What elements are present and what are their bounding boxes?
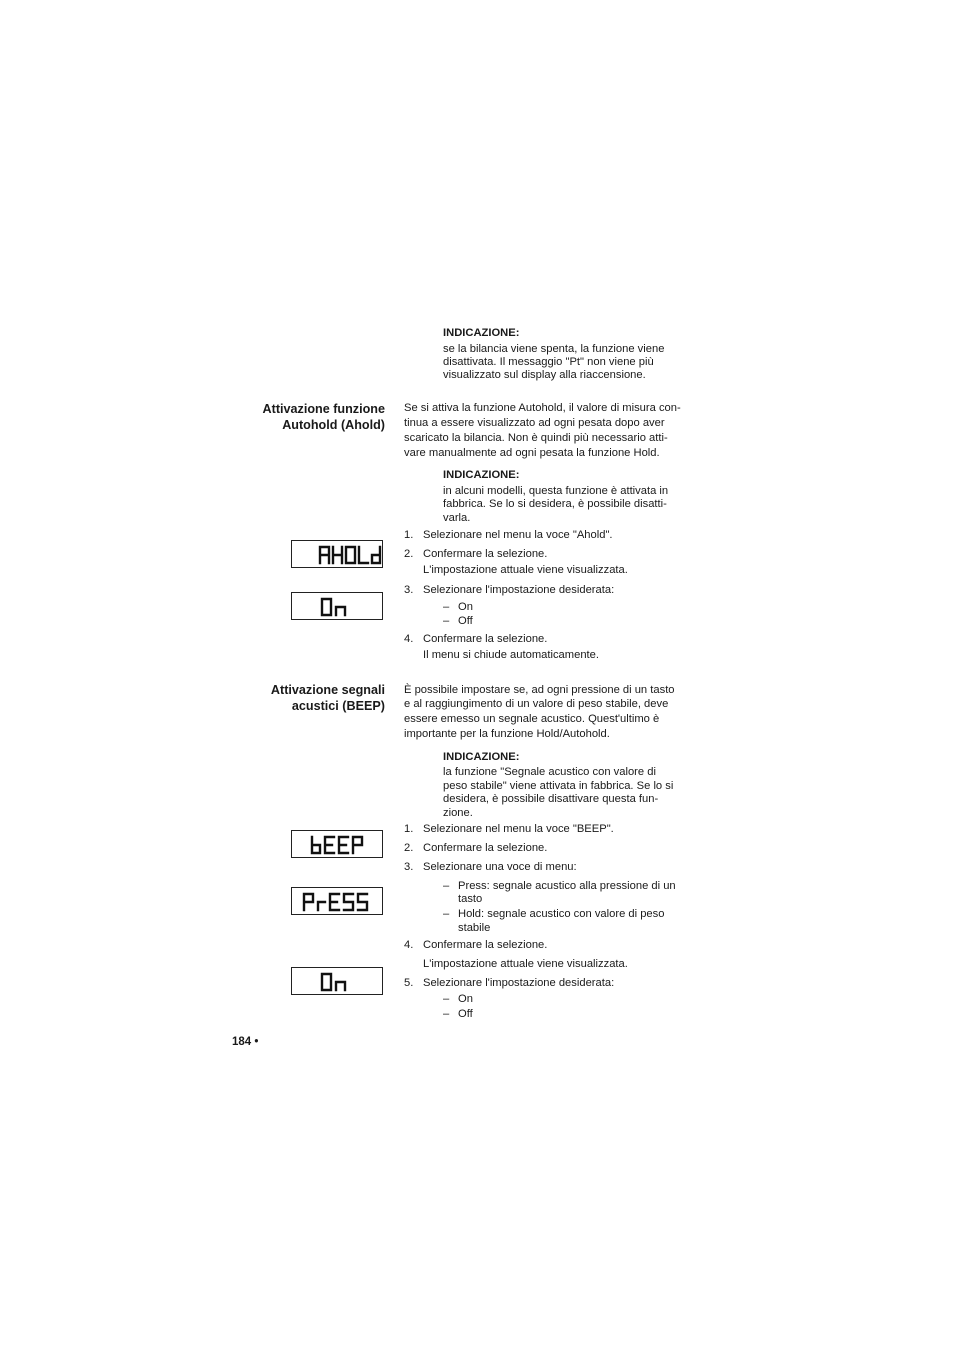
lcd-display-press bbox=[291, 887, 383, 915]
intro-line: vare manualmente ad ogni pesata la funzione Hold. bbox=[404, 447, 660, 459]
intro-line: e al raggiungimento di un valore di peso stabile, deve bbox=[404, 698, 669, 710]
step-text: Confermare la selezione. bbox=[423, 633, 548, 645]
step-number: 5. bbox=[404, 977, 414, 989]
section-title: acustici (BEEP) bbox=[291, 699, 385, 713]
note-line: la funzione "Segnale acustico con valore di bbox=[443, 766, 656, 778]
lcd-segments-on bbox=[292, 968, 384, 996]
section-title: Attivazione segnali bbox=[270, 683, 385, 697]
option-text: stabile bbox=[458, 922, 491, 934]
step-number: 4. bbox=[404, 939, 414, 951]
lcd-display-on bbox=[291, 592, 383, 620]
step-text: Selezionare nel menu la voce "Ahold". bbox=[423, 529, 613, 541]
option-text: tasto bbox=[458, 893, 483, 905]
step-number: 3. bbox=[404, 861, 414, 873]
step-text: Confermare la selezione. bbox=[423, 842, 548, 854]
intro-line: tinua a essere visualizzato ad ogni pesata dopo aver bbox=[404, 417, 665, 429]
step-text: Selezionare una voce di menu: bbox=[423, 861, 577, 873]
intro-line: Se si attiva la funzione Autohold, il valore di misura con- bbox=[404, 402, 681, 414]
note-heading: INDICAZIONE: bbox=[443, 469, 520, 481]
step-text: Il menu si chiude automaticamente. bbox=[423, 649, 599, 661]
intro-line: importante per la funzione Hold/Autohold. bbox=[404, 728, 610, 740]
step-text: Selezionare nel menu la voce "BEEP". bbox=[423, 823, 614, 835]
step-number: 2. bbox=[404, 548, 414, 560]
note-line: fabbrica. Se lo si desidera, è possibile disatti- bbox=[443, 498, 667, 510]
intro-line: essere emesso un segnale acustico. Quest'ultimo è bbox=[404, 713, 660, 725]
option-text: Off bbox=[458, 615, 473, 627]
note-line: desidera, è possibile disattivare questa fun- bbox=[443, 793, 659, 805]
lcd-segments-ahold bbox=[292, 541, 384, 569]
step-number: 4. bbox=[404, 633, 414, 645]
step-number: 3. bbox=[404, 584, 414, 596]
step-text: L'impostazione attuale viene visualizzata. bbox=[423, 564, 628, 576]
option-text: Hold: segnale acustico con valore di peso bbox=[458, 908, 665, 920]
lcd-segments-beep bbox=[292, 831, 384, 859]
note-line: visualizzato sul display alla riaccensione. bbox=[443, 369, 646, 381]
note-line: in alcuni modelli, questa funzione è attivata in bbox=[443, 485, 669, 497]
lcd-display-ahold bbox=[291, 540, 383, 568]
step-number: 1. bbox=[404, 823, 414, 835]
lcd-segments-press bbox=[292, 888, 384, 916]
option-text: Press: segnale acustico alla pressione di un bbox=[458, 880, 676, 892]
note-line: zione. bbox=[443, 807, 473, 819]
bullet-dash: – bbox=[443, 880, 450, 892]
option-text: On bbox=[458, 601, 473, 613]
bullet-dash: – bbox=[443, 601, 450, 613]
bullet-dash: – bbox=[443, 1008, 450, 1020]
note-line: disattivata. Il messaggio "Pt" non viene più bbox=[443, 356, 654, 368]
step-text: Confermare la selezione. bbox=[423, 939, 548, 951]
bullet-dash: – bbox=[443, 993, 450, 1005]
option-text: On bbox=[458, 993, 473, 1005]
lcd-display-beep bbox=[291, 830, 383, 858]
intro-line: È possibile impostare se, ad ogni pressione di un tasto bbox=[404, 684, 675, 696]
note-heading: INDICAZIONE: bbox=[443, 751, 520, 763]
step-text: Confermare la selezione. bbox=[423, 548, 548, 560]
intro-line: scaricato la bilancia. Non è quindi più necessario atti- bbox=[404, 432, 668, 444]
lcd-display-on bbox=[291, 967, 383, 995]
section-title: Attivazione funzione bbox=[262, 402, 385, 416]
note-heading: INDICAZIONE: bbox=[443, 327, 520, 339]
lcd-segments-on bbox=[292, 593, 384, 621]
section-title: Autohold (Ahold) bbox=[282, 418, 385, 432]
step-text: Selezionare l'impostazione desiderata: bbox=[423, 977, 615, 989]
bullet-dash: – bbox=[443, 615, 450, 627]
step-text: Selezionare l'impostazione desiderata: bbox=[423, 584, 615, 596]
step-text: L'impostazione attuale viene visualizzata. bbox=[423, 958, 628, 970]
note-line: se la bilancia viene spenta, la funzione viene bbox=[443, 343, 665, 355]
bullet-dash: – bbox=[443, 908, 450, 920]
page-number: 184 • bbox=[232, 1036, 259, 1048]
step-number: 1. bbox=[404, 529, 414, 541]
note-line: peso stabile" viene attivata in fabbrica. Se lo si bbox=[443, 780, 674, 792]
step-number: 2. bbox=[404, 842, 414, 854]
note-line: varla. bbox=[443, 512, 471, 524]
option-text: Off bbox=[458, 1008, 473, 1020]
